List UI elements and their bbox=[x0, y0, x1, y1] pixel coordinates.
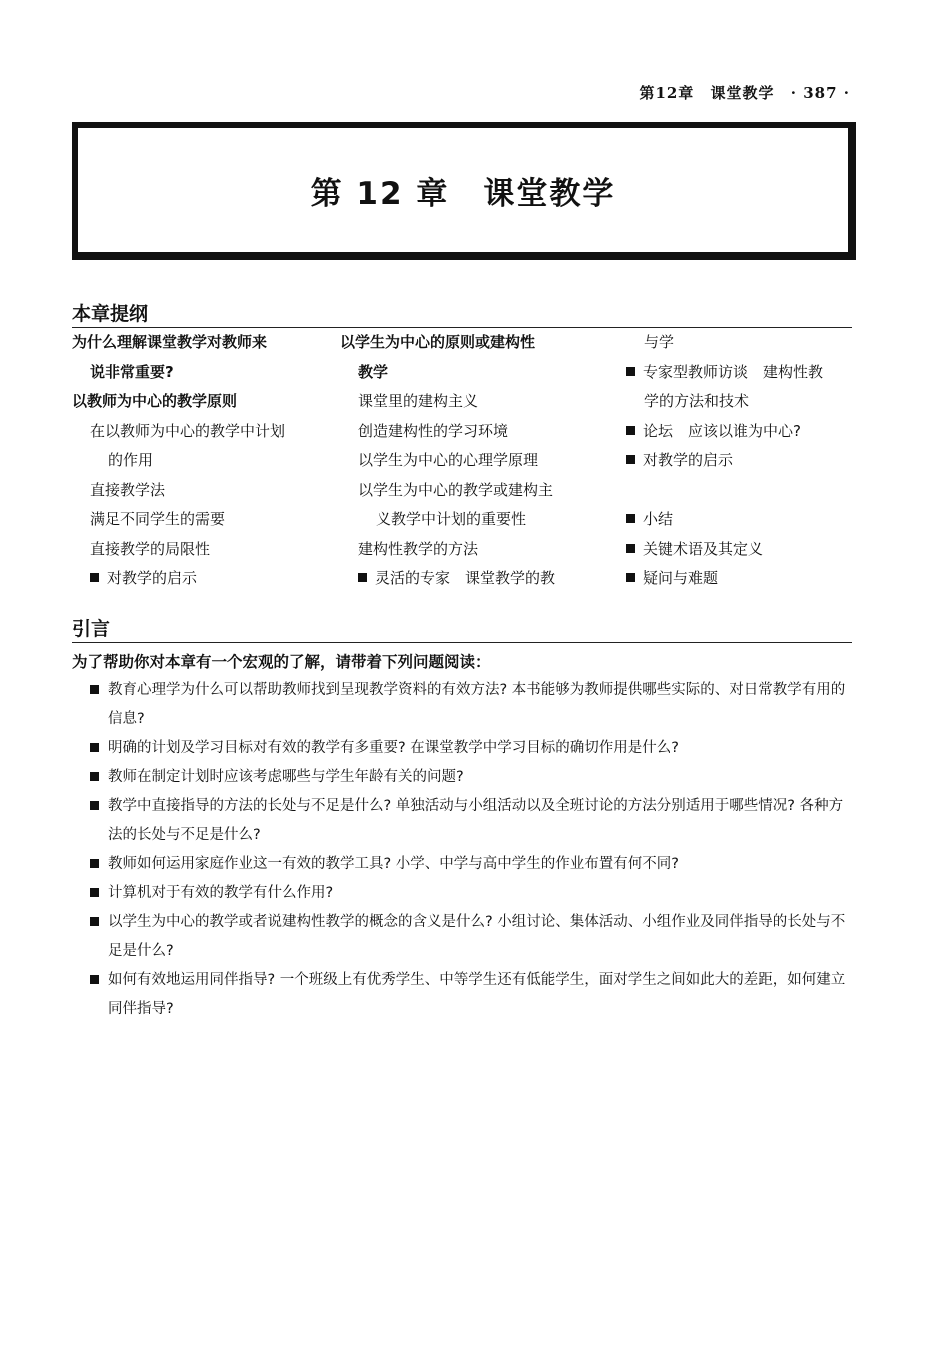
chapter-name: 课堂教学 bbox=[483, 175, 616, 212]
chapter-title bbox=[311, 168, 616, 213]
outline-item: 直接教学法 bbox=[90, 480, 166, 499]
outline-item: 满足不同学生的需要 bbox=[90, 510, 226, 528]
outline-item: 灵活的专家 课堂教学的教 bbox=[340, 564, 610, 594]
outline-item: 关键术语及其定义 bbox=[626, 535, 856, 565]
question-item: 明确的计划及学习目标对有效的教学有多重要? 在课堂教学中学习目标的确切作用是什么? bbox=[90, 734, 855, 763]
outline-column-3 bbox=[626, 328, 856, 594]
outline-item: 学的方法和技术 bbox=[644, 392, 750, 410]
outline-item: 以学生为中心的心理学原理 bbox=[358, 451, 539, 469]
question-item: 以学生为中心的教学或者说建构性教学的概念的含义是什么? 小组讨论、集体活动、小组作业及同伴指导的长处与不足是什么? bbox=[90, 908, 855, 966]
intro-heading: 引言 bbox=[72, 617, 852, 643]
outline-item: 论坛 应该以谁为中心? bbox=[626, 417, 856, 447]
chapter-number: 第 12 章 bbox=[310, 175, 450, 212]
outline-item: 疑问与难题 bbox=[626, 564, 856, 594]
question-item: 如何有效地运用同伴指导? 一个班级上有优秀学生、中等学生还有低能学生，面对学生之间如此大的差距，如何建立同伴指导? bbox=[90, 966, 855, 1024]
outline-item: 小结 bbox=[626, 505, 856, 535]
outline-item: 为什么理解课堂教学对教师来 bbox=[72, 333, 268, 351]
outline-item: 教学 bbox=[358, 362, 389, 381]
outline-item: 以学生为中心的教学或建构主 bbox=[358, 480, 554, 499]
outline-item: 与学 bbox=[644, 333, 675, 351]
outline-item: 在以教师为中心的教学中计划 bbox=[90, 421, 286, 440]
question-item: 教育心理学为什么可以帮助教师找到呈现教学资料的有效方法? 本书能够为教师提供哪些实际的、对日常教学有用的信息? bbox=[90, 676, 855, 734]
outline-item: 对教学的启示 bbox=[72, 564, 342, 594]
outline-item: 专家型教师访谈 建构性教 bbox=[626, 358, 856, 388]
intro-prompt: 为了帮助你对本章有一个宏观的了解，请带着下列问题阅读： bbox=[72, 653, 491, 671]
outline-spacer bbox=[626, 476, 856, 506]
outline-item: 对教学的启示 bbox=[626, 446, 856, 476]
outline-item: 课堂里的建构主义 bbox=[358, 392, 479, 410]
running-header-chapter: 第12章 bbox=[639, 84, 695, 102]
outline-item: 建构性教学的方法 bbox=[358, 539, 479, 558]
outline-item: 以学生为中心的原则或建构性 bbox=[340, 333, 536, 351]
running-header-title: 课堂教学 bbox=[710, 84, 775, 102]
question-item: 教师如何运用家庭作业这一有效的教学工具? 小学、中学与高中学生的作业布置有何不同? bbox=[90, 850, 855, 879]
outline-column-1 bbox=[72, 328, 342, 594]
outline-item: 义教学中计划的重要性 bbox=[376, 510, 527, 528]
question-list bbox=[90, 676, 855, 1024]
outline-item: 创造建构性的学习环境 bbox=[358, 421, 509, 440]
page-number: · 387 · bbox=[790, 84, 850, 102]
outline-item: 说非常重要? bbox=[90, 362, 174, 381]
outline-item: 的作用 bbox=[108, 451, 154, 469]
question-item: 教学中直接指导的方法的长处与不足是什么? 单独活动与小组活动以及全班讨论的方法分别适用于哪些情况? 各种方法的长处与不足是什么? bbox=[90, 792, 855, 850]
outline-item: 直接教学的局限性 bbox=[90, 539, 211, 558]
question-item: 教师在制定计划时应该考虑哪些与学生年龄有关的问题? bbox=[90, 763, 855, 792]
question-item: 计算机对于有效的教学有什么作用? bbox=[90, 879, 855, 908]
outline-heading: 本章提纲 bbox=[72, 302, 852, 328]
running-header bbox=[629, 82, 850, 103]
outline-item: 以教师为中心的教学原则 bbox=[72, 392, 238, 410]
chapter-title-box bbox=[72, 122, 856, 260]
outline-column-2 bbox=[340, 328, 610, 594]
